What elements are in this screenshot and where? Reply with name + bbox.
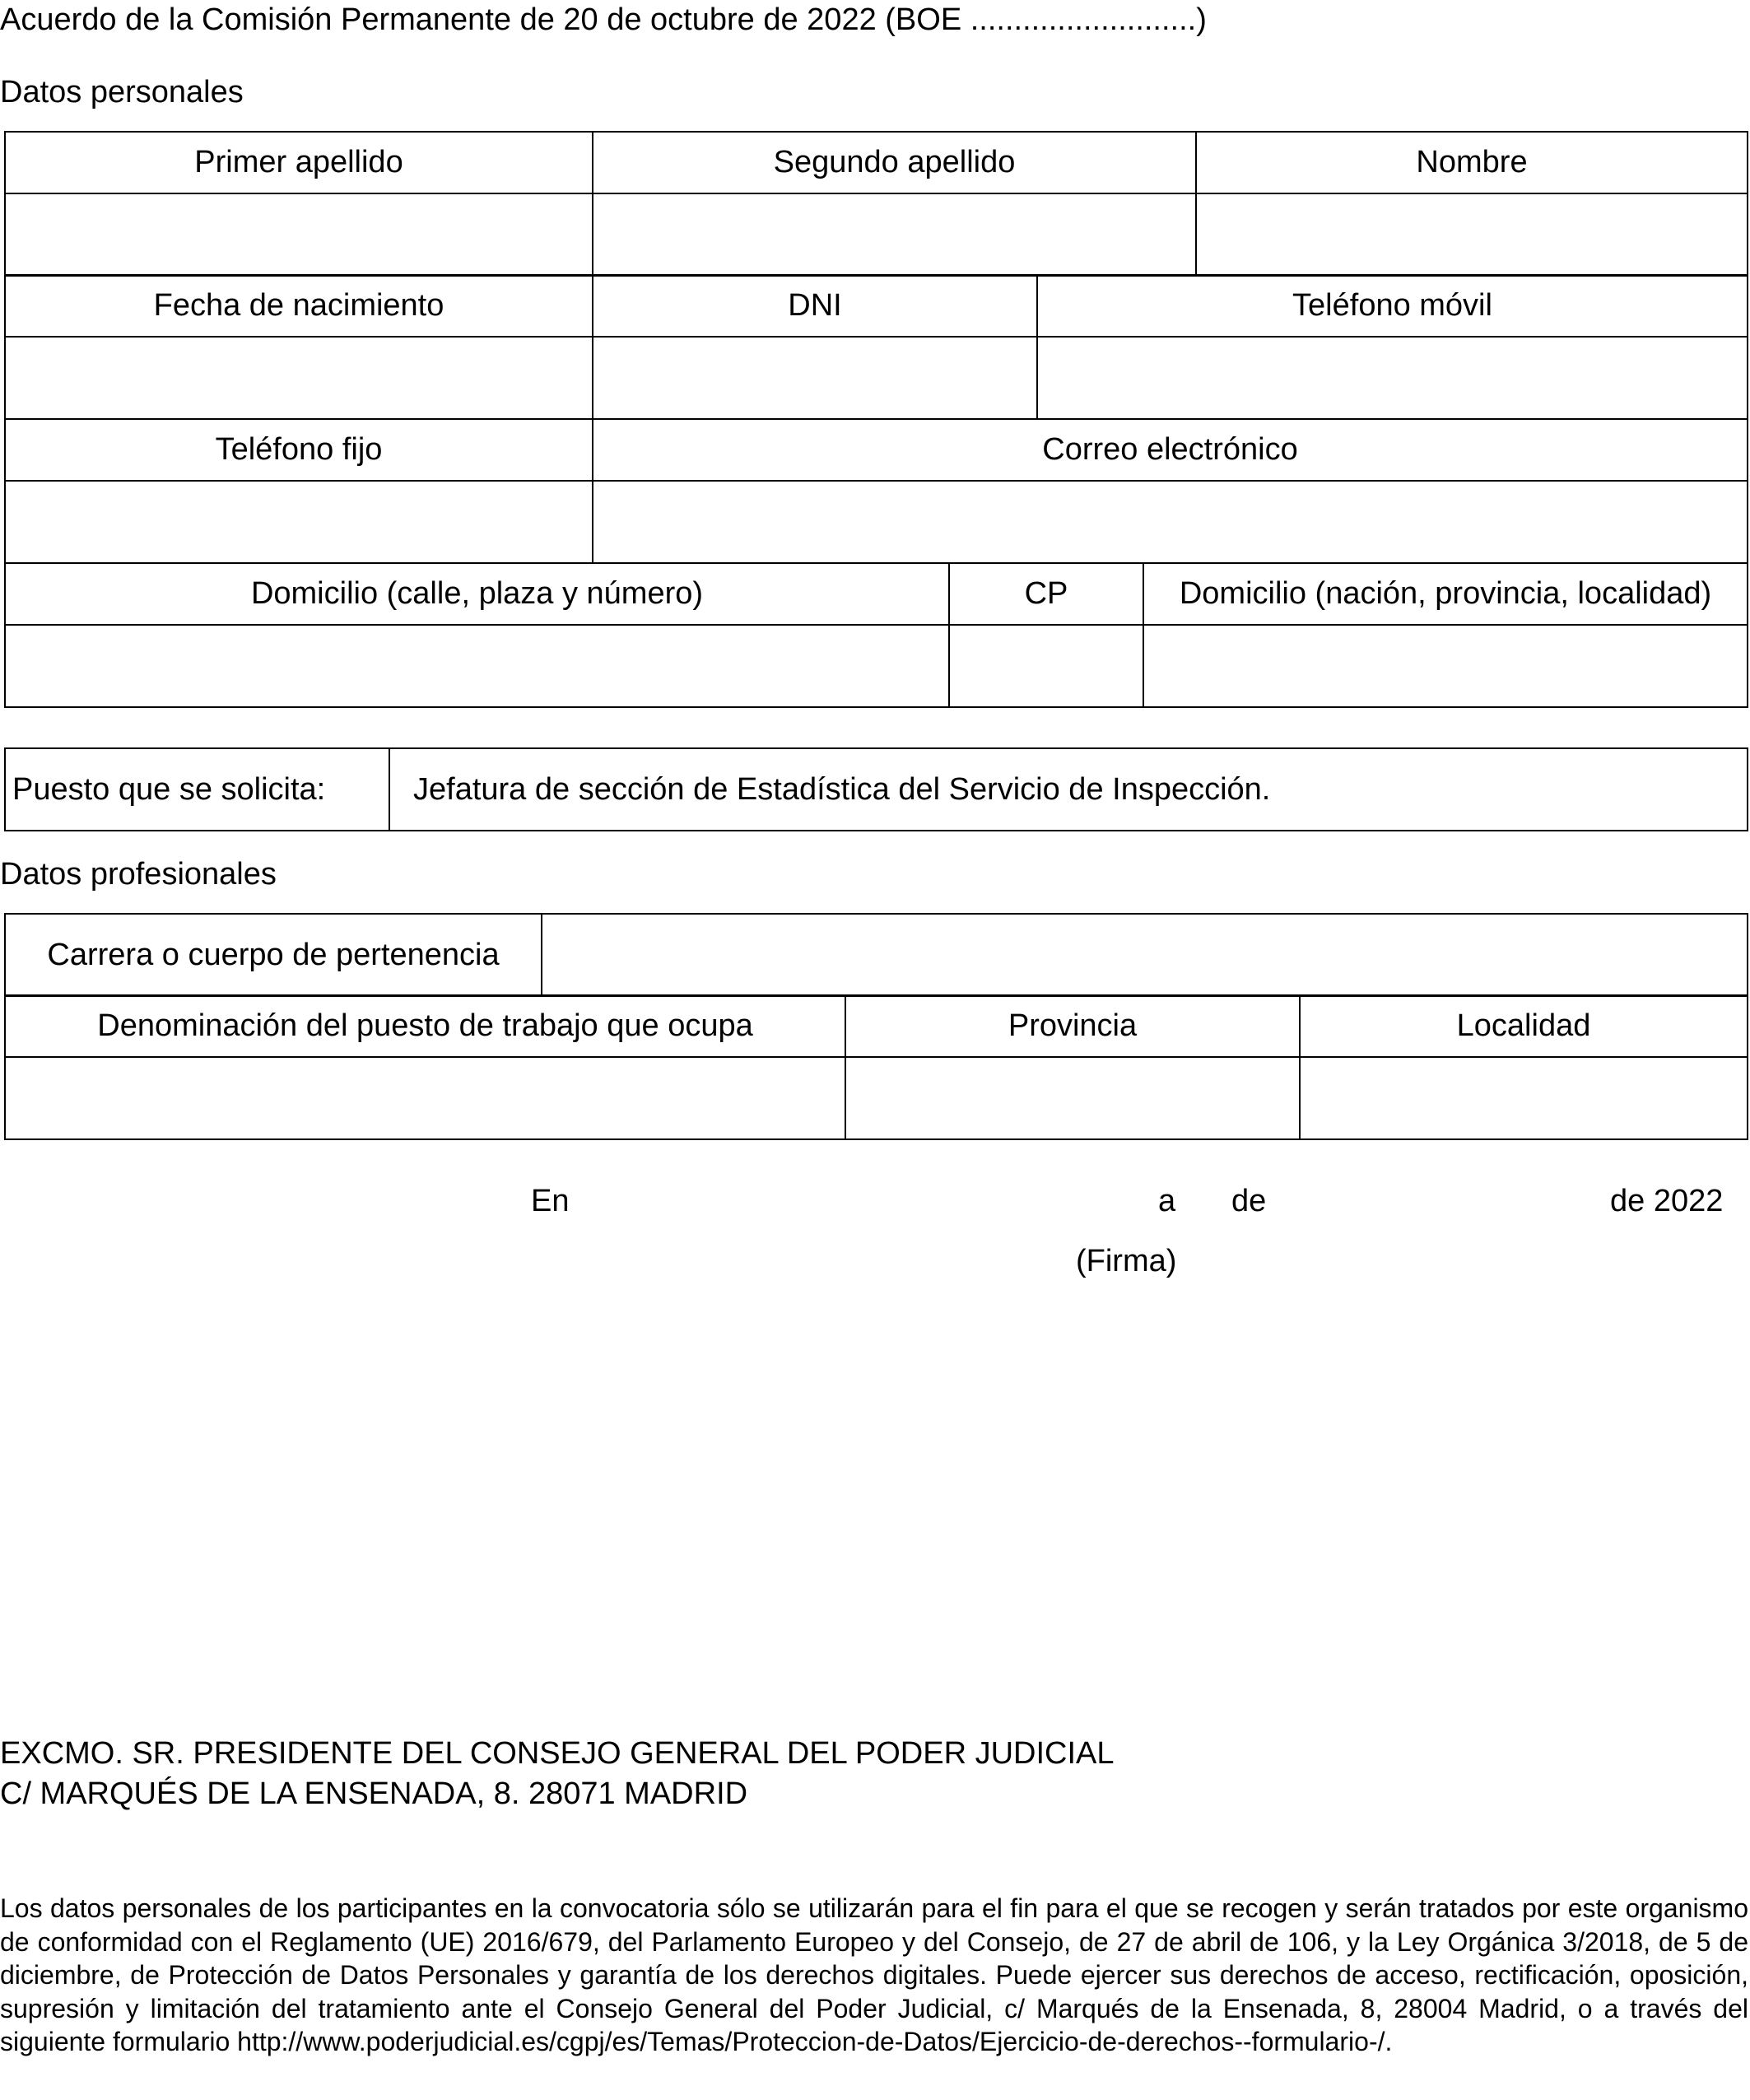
document-header: Acuerdo de la Comisión Permanente de 20 de octubre de 2022 (BOE ..........................) (0, 2, 1207, 37)
label-puesto: Puesto que se solicita: (5, 748, 389, 831)
field-cp[interactable] (949, 625, 1143, 707)
field-telefono-fijo[interactable] (5, 481, 593, 563)
field-telefono-movil[interactable] (1037, 337, 1748, 419)
firma-a: a (1158, 1184, 1176, 1218)
profesional-table-carrera (4, 913, 1748, 997)
label-dni: DNI (593, 275, 1037, 337)
legal-notice: Los datos personales de los participantes en la convocatoria sólo se utilizarán para el fin para el que se recogen y serán tratados por este organismo de conformidad con el Reglamento (UE) 2016/679, del Parlamento Europeo y del Consejo, de 27 de abril de 106, y la Ley Orgánica 3/2018, de 5 de diciembre, de Protección de Datos Personales y garantía de los derechos digitales. Puede ejercer sus derechos de acceso, rectificación, oposición, supresión y limitación del tratamiento ante el Consejo General del Poder Judicial, c/ Marqués de la Ensenada, 8, 28004 Madrid, o a través del siguiente formulario http://www.poderjudicial.es/cgpj/es/Temas/Proteccion-de-Datos/Ejercicio-de-derechos--formulario-/. (0, 1893, 1748, 2056)
field-domicilio-nacion[interactable] (1143, 625, 1748, 707)
field-fecha-nacimiento[interactable] (5, 337, 593, 419)
label-correo: Correo electrónico (593, 419, 1748, 481)
label-domicilio-nacion: Domicilio (nación, provincia, localidad) (1143, 563, 1748, 625)
address-line-1: EXCMO. SR. PRESIDENTE DEL CONSEJO GENERAL DEL PODER JUDICIAL (0, 1736, 1115, 1771)
field-correo[interactable] (593, 481, 1748, 563)
field-denominacion[interactable] (5, 1057, 845, 1139)
firma-de: de (1231, 1184, 1267, 1218)
field-provincia[interactable] (845, 1057, 1300, 1139)
puesto-table (4, 747, 1748, 831)
field-domicilio-calle[interactable] (5, 625, 949, 707)
label-domicilio-calle: Domicilio (calle, plaza y número) (5, 563, 949, 625)
profesional-table-puesto (4, 994, 1748, 1140)
label-nombre: Nombre (1196, 132, 1748, 193)
field-dni[interactable] (593, 337, 1037, 419)
label-carrera: Carrera o cuerpo de pertenencia (5, 914, 542, 996)
label-localidad: Localidad (1300, 995, 1748, 1057)
label-segundo-apellido: Segundo apellido (593, 132, 1196, 193)
label-fecha-nacimiento: Fecha de nacimiento (5, 275, 593, 337)
section-title-profesional: Datos profesionales (0, 857, 277, 892)
value-puesto: Jefatura de sección de Estadística del Servicio de Inspección. (389, 748, 1748, 831)
field-carrera[interactable] (542, 914, 1748, 996)
field-nombre[interactable] (1196, 193, 1748, 276)
field-segundo-apellido[interactable] (593, 193, 1196, 276)
personal-table-address (4, 562, 1748, 708)
section-title-personal: Datos personales (0, 75, 244, 109)
firma-de-year: de 2022 (1610, 1184, 1724, 1218)
label-cp: CP (949, 563, 1143, 625)
label-primer-apellido: Primer apellido (5, 132, 593, 193)
personal-table-contact (4, 418, 1748, 564)
address-line-2: C/ MARQUÉS DE LA ENSENADA, 8. 28071 MADRID (0, 1776, 748, 1811)
label-provincia: Provincia (845, 995, 1300, 1057)
label-telefono-fijo: Teléfono fijo (5, 419, 593, 481)
firma-label: (Firma) (1076, 1244, 1177, 1278)
label-telefono-movil: Teléfono móvil (1037, 275, 1748, 337)
personal-table-names (4, 131, 1748, 277)
field-localidad[interactable] (1300, 1057, 1748, 1139)
firma-en: En (531, 1184, 570, 1218)
field-primer-apellido[interactable] (5, 193, 593, 276)
label-denominacion: Denominación del puesto de trabajo que ocupa (5, 995, 845, 1057)
personal-table-ids (4, 274, 1748, 420)
